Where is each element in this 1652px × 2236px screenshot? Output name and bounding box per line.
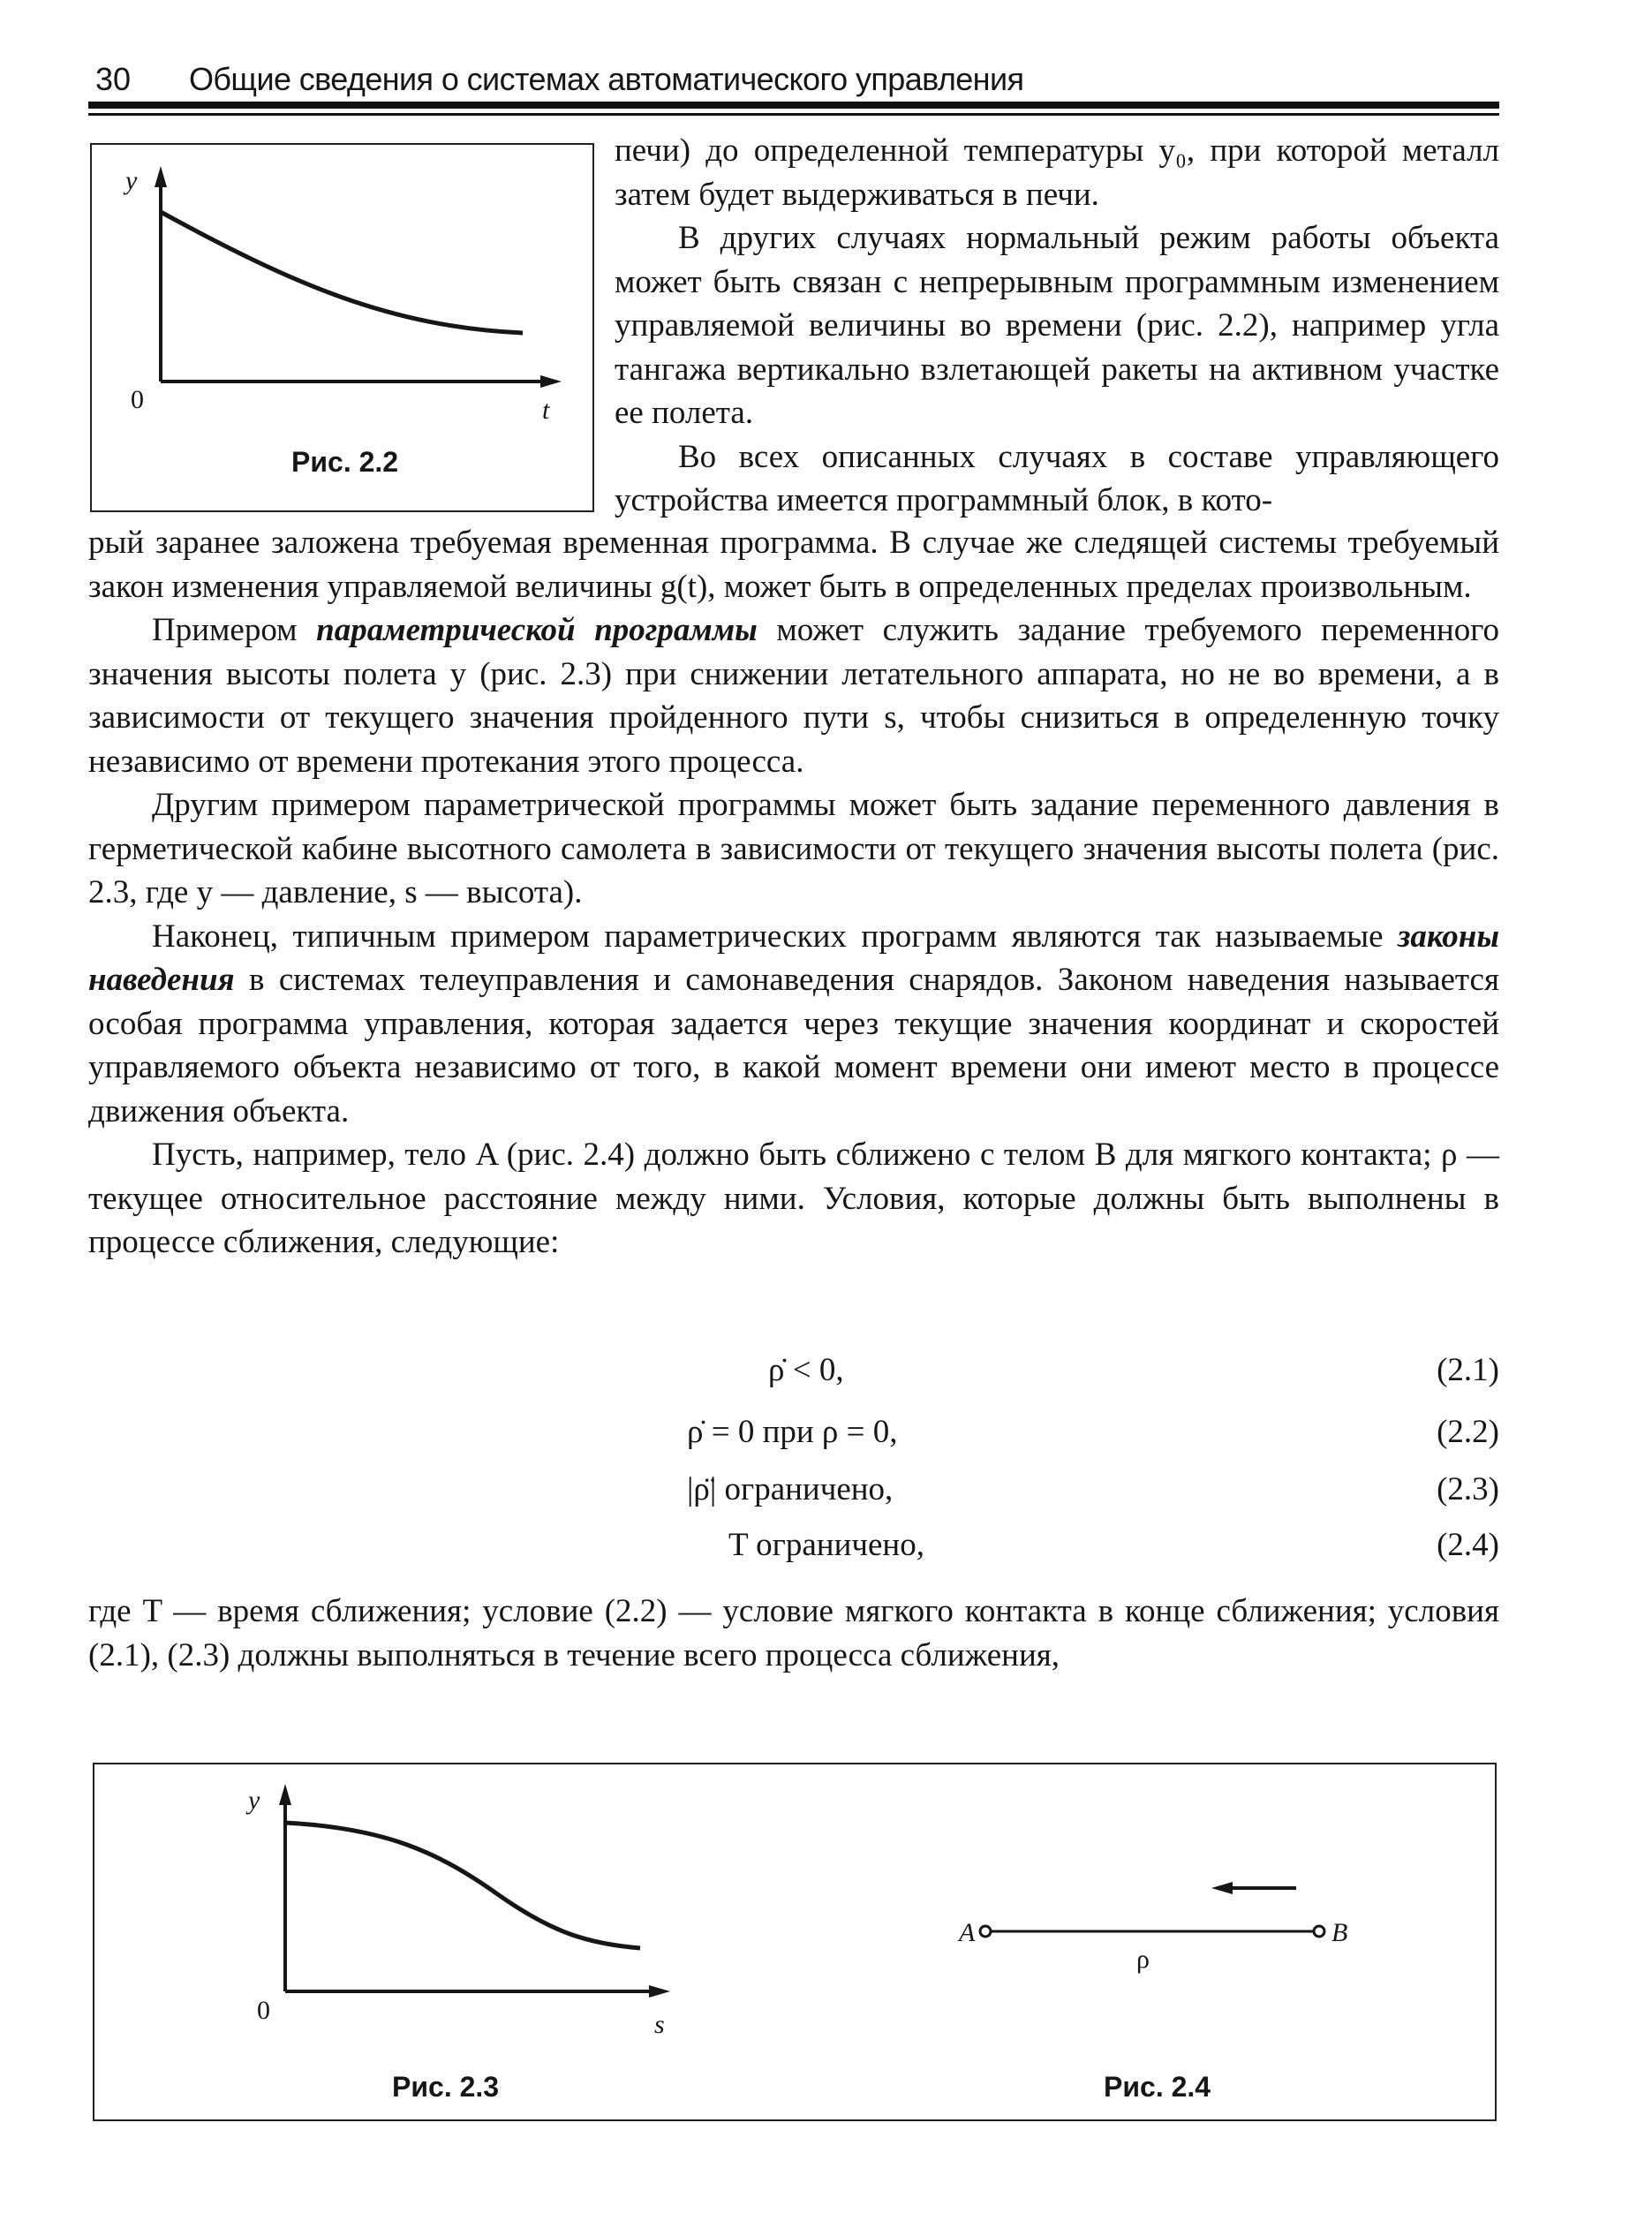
page-number: 30 [95,61,132,97]
p4-after: может служить задание требуемого переменного значения высоты полета y (рис. 2.3) при снижении летательного аппарата, но не во времени, а в зависимости от текущего значения пройденного пути s, чтобы снизиться в определенную точку независимо от времени протекания этого процесса. [88,612,1499,780]
figure-2-2-caption: Рис. 2.2 [291,446,399,478]
term-guidance-laws: законы наведения [88,918,1499,998]
y-axis-arrow [279,1784,291,1805]
equation-2-3: |ρ̈| ограничено, [687,1471,894,1507]
header-rule-thick [88,102,1499,109]
paragraph-3-start: Во всех описанных случаях в составе управляющего устройства имеется программный блок, в кото- [615,438,1499,518]
exponential-curve [161,212,523,333]
p6-before: Наконец, типичным примером параметрических программ являются так называемые [152,918,1398,955]
paragraph-1: печи) до определенной температуры y₀, при которой металл затем будет выдерживаться в печи. [615,132,1499,213]
paragraph-2: В других случаях нормальный режим работы объекта может быть связан с непрерывным программным изменением управляемой величины во времени (рис. 2.2), например угла тангажа вертикально взлетающей ракеты на активном участке ее полета. [615,220,1499,431]
y-axis-label: y [125,166,138,195]
equation-number-2-4: (2.4) [1437,1527,1499,1563]
direction-arrow-head [1211,1882,1233,1894]
column-text [615,129,1499,523]
x-axis-arrow [649,1985,670,1998]
paragraph-6 [88,915,1499,1134]
term-parametric-program: параметрической программы [316,612,758,648]
main-text [88,521,1499,1265]
equation-number-2-1: (2.1) [1437,1352,1499,1388]
y-axis-label: y [248,1786,260,1815]
x-axis-label: s [654,2010,665,2039]
equation-2-2: ρ̇ = 0 при ρ = 0, [687,1414,898,1450]
paragraph-3-end: рый заранее заложена требуемая временная программа. В случае же следящей системы требуемый закон изменения управляемой величины g(t), может быть в определенных пределах произвольным. [88,525,1499,605]
descent-curve [285,1823,640,1948]
label-b: B [1331,1918,1348,1947]
closing-text [88,1590,1499,1677]
paragraph-7: Пусть, например, тело A (рис. 2.4) должно быть сближено с телом B для мягкого контакта; ρ — текущее относительное расстояние между ними. Условия, которые должны быть выполнены в процессе сближения, следующие: [88,1137,1499,1260]
x-axis-arrow [540,375,562,388]
equation-2-1: ρ̇ < 0, [768,1352,844,1388]
figure-2-3-plot [93,1763,711,2121]
equation-number-2-3: (2.3) [1437,1471,1499,1507]
paragraph-8: где T — время сближения; условие (2.2) — условие мягкого контакта в конце сближения; условия (2.1), (2.3) должны выполняться в течение всего процесса сближения, [88,1593,1499,1673]
label-a: A [959,1918,976,1947]
running-header [92,60,1499,99]
point-b [1314,1926,1324,1937]
p6-after: в системах телеуправления и самонаведения снарядов. Законом наведения называется особая программа управления, которая задается через текущие значения координат и скоростей управляемого объекта независимо от того, в какой момент времени они имеют место в процессе движения объекта. [88,962,1499,1129]
figure-2-3-caption: Рис. 2.3 [392,2071,500,2103]
figure-2-4-plot [927,1863,1386,1996]
paragraph-5: Другим примером параметрической программы может быть задание переменного давления в герметической кабине высотного самолета в зависимости от текущего значения высоты полета (рис. 2.3, где y — давление, s — высота). [88,787,1499,910]
label-rho: ρ [1136,1945,1150,1974]
origin-label: 0 [257,1996,270,2025]
paragraph-4 [88,608,1499,783]
equation-2-4: T ограничено, [728,1527,924,1563]
figure-2-4-caption: Рис. 2.4 [1104,2071,1211,2103]
x-axis-label: t [542,396,550,425]
origin-label: 0 [131,385,144,414]
y-axis-arrow [155,166,167,187]
p4-before: Примером [152,612,317,648]
running-title: Общие сведения о системах автоматического управления [189,61,1024,97]
equation-number-2-2: (2.2) [1437,1414,1499,1450]
point-a [980,1926,991,1937]
header-rule-thin [88,113,1499,116]
